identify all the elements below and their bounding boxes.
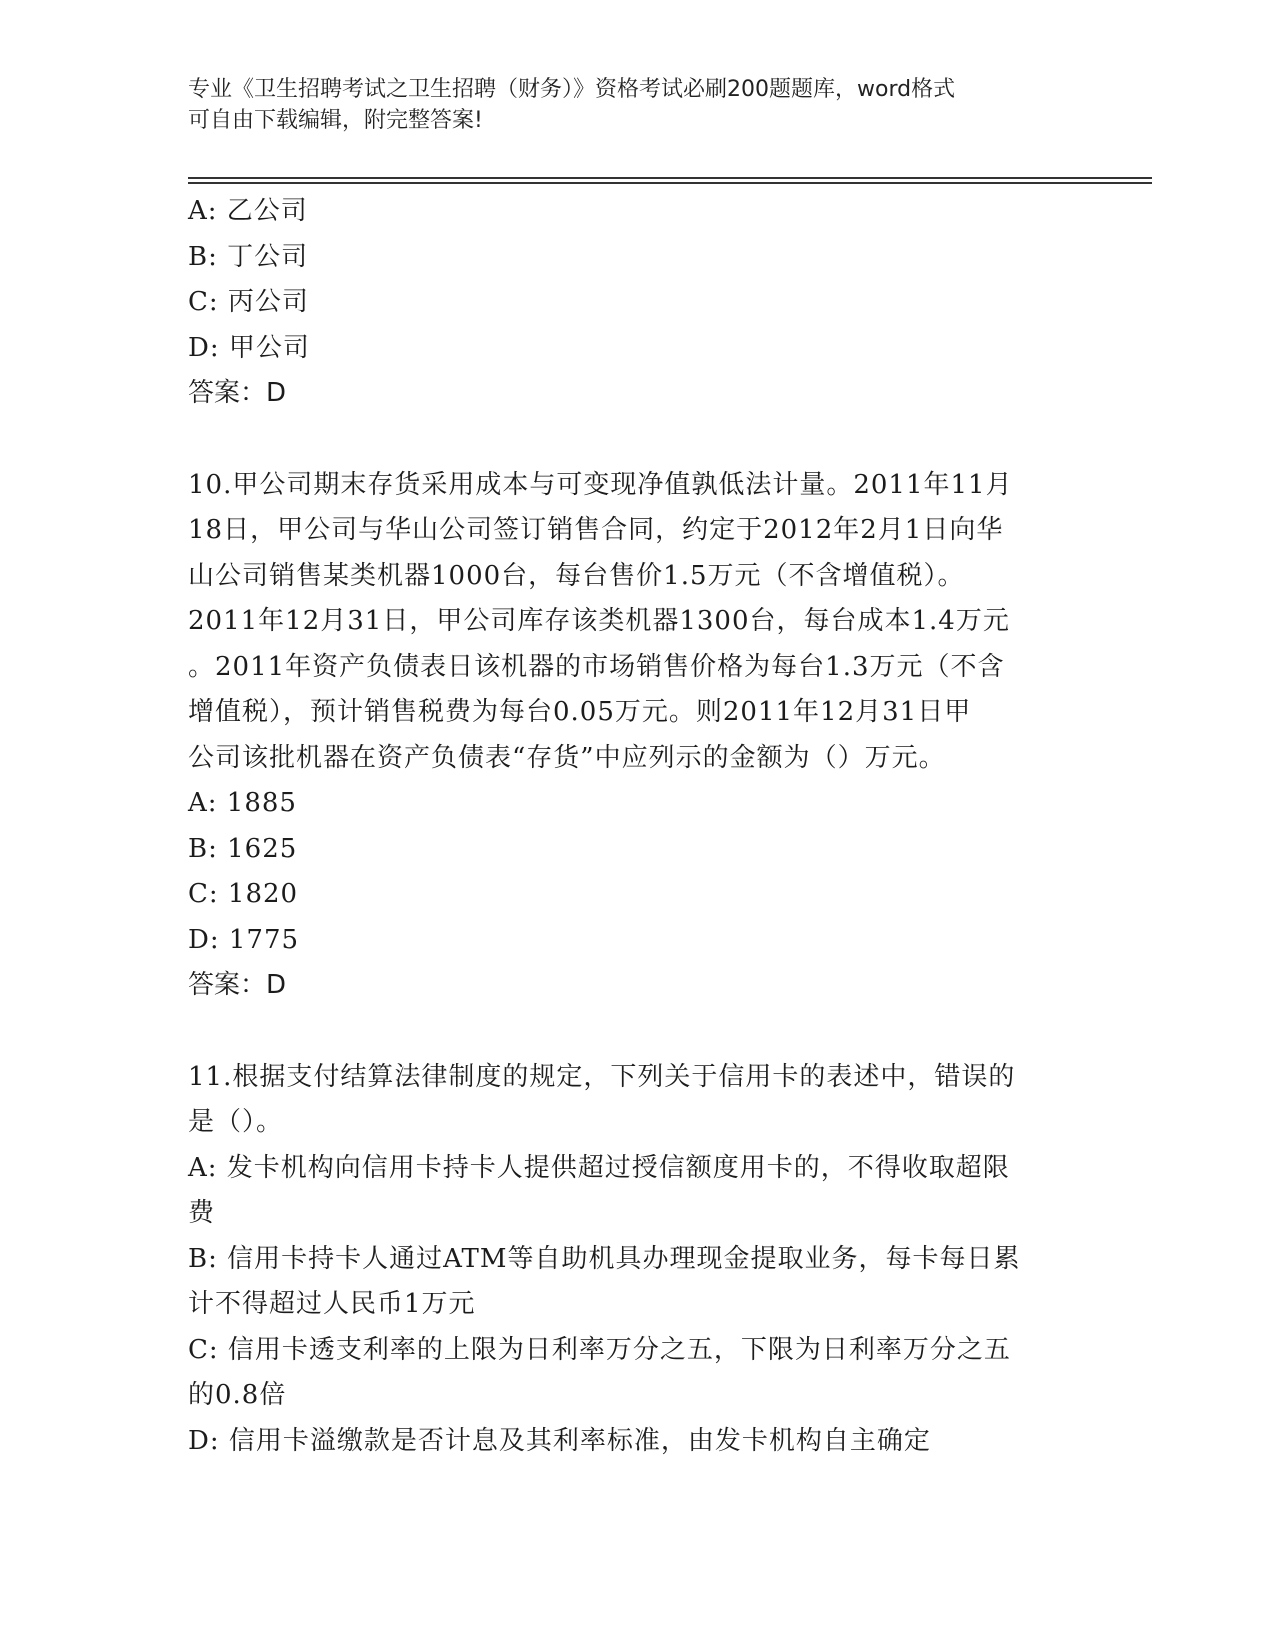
- header-line-2: 可自由下载编辑，附完整答案!: [188, 108, 483, 133]
- question-stem-line: 增值税），预计销售税费为每台0.05万元。则2011年12月31日甲: [188, 697, 972, 727]
- answer-line: 答案：D: [188, 970, 287, 1000]
- option-b: B: 1625: [188, 833, 298, 864]
- option-d: D: 1775: [188, 924, 300, 955]
- option-a-line: 费: [188, 1198, 216, 1228]
- document-body: [188, 189, 1088, 1464]
- document-header: [188, 74, 1068, 136]
- spacer: [188, 417, 1088, 463]
- answer-line: 答案：D: [188, 378, 287, 408]
- header-divider-bottom: [188, 182, 1152, 184]
- option-c: C: 1820: [188, 879, 299, 909]
- question-stem-line: 11.根据支付结算法律制度的规定，下列关于信用卡的表述中，错误的: [188, 1061, 1016, 1092]
- question-stem-line: 2011年12月31日，甲公司库存该类机器1300台，每台成本1.4万元: [188, 606, 1010, 636]
- question-stem-line: 18日，甲公司与华山公司签订销售合同，约定于2012年2月1日向华: [188, 515, 1004, 545]
- spacer: [188, 1009, 1088, 1055]
- option-c-line: C: 信用卡透支利率的上限为日利率万分之五，下限为日利率万分之五: [188, 1334, 1011, 1365]
- question-9-options: [188, 189, 1088, 417]
- option-b: B: 丁公司: [188, 241, 309, 272]
- option-c-line: 的0.8倍: [188, 1380, 287, 1410]
- option-a: A: 1885: [188, 788, 297, 818]
- question-11: [188, 1055, 1088, 1465]
- question-stem-line: 公司该批机器在资产负债表“存货”中应列示的金额为（）万元。: [188, 742, 946, 773]
- question-stem-line: 。2011年资产负债表日该机器的市场销售价格为每台1.3万元（不含: [188, 651, 1005, 682]
- option-b-line: B: 信用卡持卡人通过ATM等自助机具办理现金提取业务，每卡每日累: [188, 1243, 1021, 1274]
- header-divider-top: [188, 177, 1152, 179]
- option-d: D: 甲公司: [188, 332, 310, 363]
- option-d-line: D: 信用卡溢缴款是否计息及其利率标准，由发卡机构自主确定: [188, 1425, 931, 1456]
- header-line-1: 专业《卫生招聘考试之卫生招聘（财务）》资格考试必刷200题题库，word格式: [188, 77, 956, 102]
- option-a: A: 乙公司: [188, 196, 308, 226]
- question-10: [188, 463, 1088, 1009]
- option-c: C: 丙公司: [188, 287, 309, 317]
- option-b-line: 计不得超过人民币1万元: [188, 1289, 476, 1319]
- question-stem-line: 是（）。: [188, 1107, 284, 1137]
- option-a-line: A: 发卡机构向信用卡持卡人提供超过授信额度用卡的，不得收取超限: [188, 1152, 1010, 1183]
- question-stem-line: 山公司销售某类机器1000台，每台售价1.5万元（不含增值税）。: [188, 560, 965, 591]
- question-stem-line: 10.甲公司期末存货采用成本与可变现净值孰低法计量。2011年11月: [188, 469, 1013, 500]
